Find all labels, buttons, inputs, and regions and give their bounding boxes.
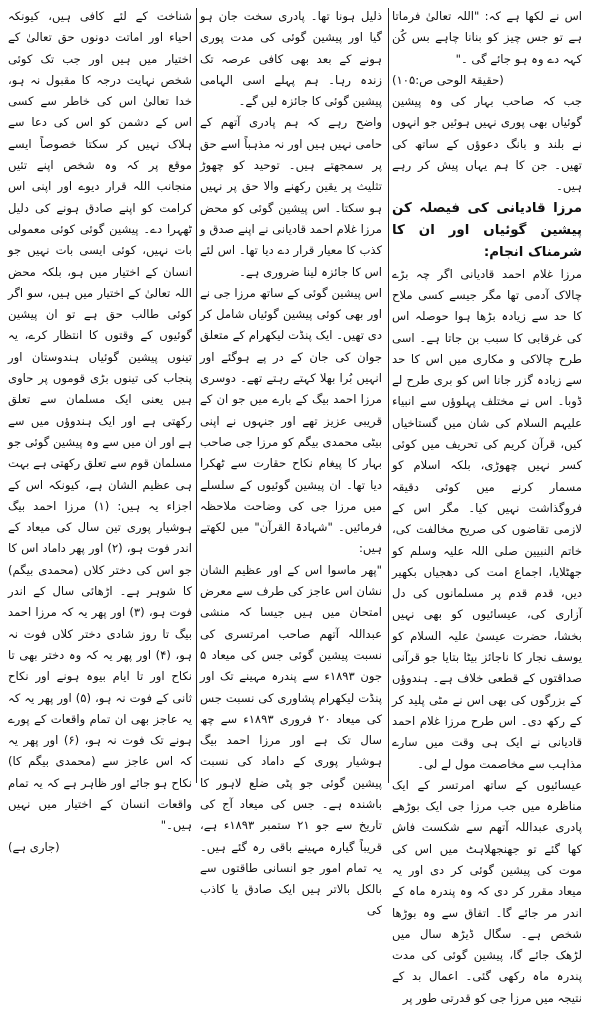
paragraph: عیسائیوں کے ساتھ امرتسر کے ایک مناظرہ میں جب مرزا جی ایک بوڑھے پادری عبداللہ آتھم سے شکست فاش کھا گئے تو جھنجھلاہٹ میں اس کی موت کی پیشین گوئی کر دی اور یہ میعاد مقرر کر دی کہ وہ پندرہ ماہ کے اندر مر جائے گا۔ اتفاق سے وہ بوڑھا شخص ہے۔ سگال ڈیڑھ سال میں لڑھک جائے گا، پیشین گوئی کی مدت پندرہ ماہ رکھی گئی۔ اعمال بد کے نتیجہ میں مرزا جی کو قدرتی طور پر <box>392 777 582 1005</box>
paragraph: ذلیل ہونا تھا۔ پادری سخت جان ہو گیا اور پیشین گوئی کی مدت پوری ہونے کے بعد بھی کافی عرصہ تک زندہ رہا۔ ہم پہلے اسی الہامی پیشین گوئی کا جائزہ لیں گے۔ <box>200 9 382 109</box>
column-divider <box>388 8 389 783</box>
middle-column <box>200 6 383 918</box>
column-divider <box>196 8 197 783</box>
quotation-continued: شناخت کے لئے کافی ہیں، کیونکہ احیاء اور اماتت دونوں حق تعالیٰ کے اختیار میں ہیں اور جب تک کوئی شخص نہایت درجہ کا مقبول نہ ہو، خدا تعالیٰ اس کی خاطر سے کسی اس کے دشمن کو اس کی دعا سے ہلاک نہیں کر سکتا خصوصاً ایسے موقع پر کہ وہ شخص اپنے تئیں منجانب اللہ قرار دیوے اور اپنی اس کرامت کو اپنے صادق ہونے کی دلیل ٹھہرا دے۔ پیشین گوئی کوئی معمولی بات نہیں، کوئی ایسی بات نہیں جو انسان کے اختیار میں ہو، بلکہ محض اللہ تعالیٰ کے اختیار میں ہیں، سو اگر کوئی طالب حق ہے تو ان پیشین گوئیوں کے وقتوں کا انتظار کرے، یہ تینوں پیشین گوئیاں ہندوستان اور پنجاب کی تینوں بڑی قوموں پر حاوی ہیں یعنی ایک مسلمان سے تعلق رکھتی ہے اور ایک ہندوؤں میں سے ہے اور ان میں سے وہ پیشین گوئی جو مسلمان قوم سے تعلق رکھتی ہے بہت ہی عظیم الشان ہے، کیونکہ اس کے اجزاء یہ ہیں: (۱) مرزا احمد بیگ ہوشیار پوری تین سال کی میعاد کے اندر فوت ہو، (۲) اور پھر داماد اس کا جو اس کی دختر کلاں (محمدی بیگم) کا شوہر ہے۔ اڑھائی سال کے اندر فوت ہو، (۳) اور پھر یہ کہ مرزا احمد بیگ تا روز شادی دختر کلاں فوت نہ ہو، (۴) اور پھر یہ کہ وہ دختر بھی تا نکاح اور تا ایام بیوہ ہونے اور نکاح ثانی کے فوت نہ ہو، (۵) اور پھر یہ کہ یہ عاجز بھی ان تمام واقعات کے پورے ہونے تک فوت نہ ہو، (۶) اور پھر یہ کہ اس عاجز سے (محمدی بیگم کا) نکاح ہو جائے اور ظاہر ہے کہ یہ تمام واقعات انسان کے اختیار میں نہیں ہیں۔" <box>8 9 192 833</box>
left-column <box>8 6 192 854</box>
citation: (حقیقۃ الوحی ص:۱۰۵) <box>392 72 504 87</box>
paragraph: مرزا غلام احمد قادیانی اگر چہ بڑے چالاک آدمی تھا مگر جیسے کسی ملاح کا حد سے زیادہ بڑھا ہوا حوصلہ اس کی غرقابی کا سبب بن جاتا ہے۔ اسی طرح چالاکی و مکاری میں اس کا حد سے زیادہ گزر جانا اس کو بری طرح لے ڈوبا۔ اس نے مختلف پہلوؤں سے انبیاء علیہم السلام کی شان میں گستاخیاں کیں، قرآن کریم کی تحریف میں کوئی کسر نہیں چھوڑی، بلکہ اسلام کو مسمار کرنے میں کوئی دقیقہ فروگذاشت نہیں کیا۔ مگر اس کے لازمی تقاضوں کی صریح مخالفت کی، خاتم النبیین صلی اللہ علیہ وسلم کو جھٹلایا، اجماع امت کی دھجیاں بکھیر دیں، قدم قدم پر مسلمانوں کی دل آزاری کی، عیسائیوں کو بھی نہیں بخشا، حضرت عیسیٰ علیہ السلام کو یوسف نجار کا ناجائز بیٹا بتایا جو قرآنی صداقتوں کے قطعی خلاف ہے۔ ہندوؤں کے بزرگوں کی بھی اس نے مٹی پلید کر کے رکھ دی۔ اس طرح مرزا غلام احمد قادیانی نے ایک ہی وقت میں سارے مذاہب سے مخاصمت مول لے لی۔ <box>392 266 582 771</box>
right-column <box>392 6 582 1005</box>
paragraph: واضح رہے کہ ہم پادری آتھم کے حامی نہیں ہیں اور نہ مذہباً اسے حق پر سمجھتے ہیں۔ توحید کو چھوڑ تثلیث پر یقین رکھنے والا حق پر نہیں ہو سکتا۔ اس پیشین گوئی کو محض مرزا غلام احمد قادیانی نے اپنے صدق و کذب کا معیار قرار دے دیا تھا۔ اس لئے اس کا جائزہ لینا ضروری ہے۔ <box>200 115 382 279</box>
continued-note: (جاری ہے) <box>8 839 60 854</box>
section-heading: مرزا قادیانی کی فیصلہ کن پیشین گوئیاں اور ان کا شرمناک انجام: <box>392 200 582 260</box>
paragraph: جب کہ صاحب بہار کی وہ پیشین گوئیاں بھی پوری نہیں ہوئیں جو انہوں نے بلند و بانگ دعوؤں کے ساتھ کی تھیں۔ جن کا ہم یہاں پیش کر رہے ہیں۔ <box>392 94 582 194</box>
paragraph: اس پیشین گوئی کے ساتھ مرزا جی نے اور بھی کوئی پیشین گوئیاں شامل کر دی تھیں۔ ایک پنڈت لیکھرام کے متعلق جوان کی جان کے در پے ہوگئے اور انہیں بُرا بھلا کہتے رہتے تھے۔ دوسری مرزا احمد بیگ کے بارے میں جو ان کے قریبی عزیز تھے اور جنہوں نے اپنی بیٹی محمدی بیگم کو مرزا جی صاحب بہار کا پیغام نکاح حقارت سے ٹھکرا دیا تھا۔ ان پیشین گوئیوں کے سلسلے میں مرزا جی کی وضاحت ملاحظہ فرمائیں۔ "شہادۃ القرآن" میں لکھتے ہیں: <box>200 285 382 556</box>
quotation: "پھر ماسوا اس کے اور عظیم الشان نشان اس عاجز کی طرف سے معرض امتحان میں ہیں جیسا کہ منشی عبداللہ آتھم صاحب امرتسری کی نسبت پیشین گوئی جس کی میعاد ۵ جون ۱۸۹۳ء سے پندرہ مہینے تک اور پنڈت لیکھرام پشاوری کی نسبت جس کی میعاد ۲۰ فروری ۱۸۹۳ء سے چھ سال تک ہے اور مرزا احمد بیگ ہوشیار پوری کے داماد کی نسبت پیشین گوئی جو پٹی ضلع لاہور کا باشندہ ہے۔ جس کی میعاد آج کی تاریخ سے جو ۲۱ ستمبر ۱۸۹۳ء ہے، قریباً گیارہ مہینے باقی رہ گئے ہیں۔ یہ تمام امور جو انسانی طاقتوں سے بالکل بالاتر ہیں ایک صادق یا کاذب کی <box>200 562 383 918</box>
paragraph: اس نے لکھا ہے کہ: "اللہ تعالیٰ فرماتا ہے تو جس چیز کو بنانا چاہے بس کُن کہہ دے وہ ہو جائے گی ۔" <box>392 9 582 66</box>
